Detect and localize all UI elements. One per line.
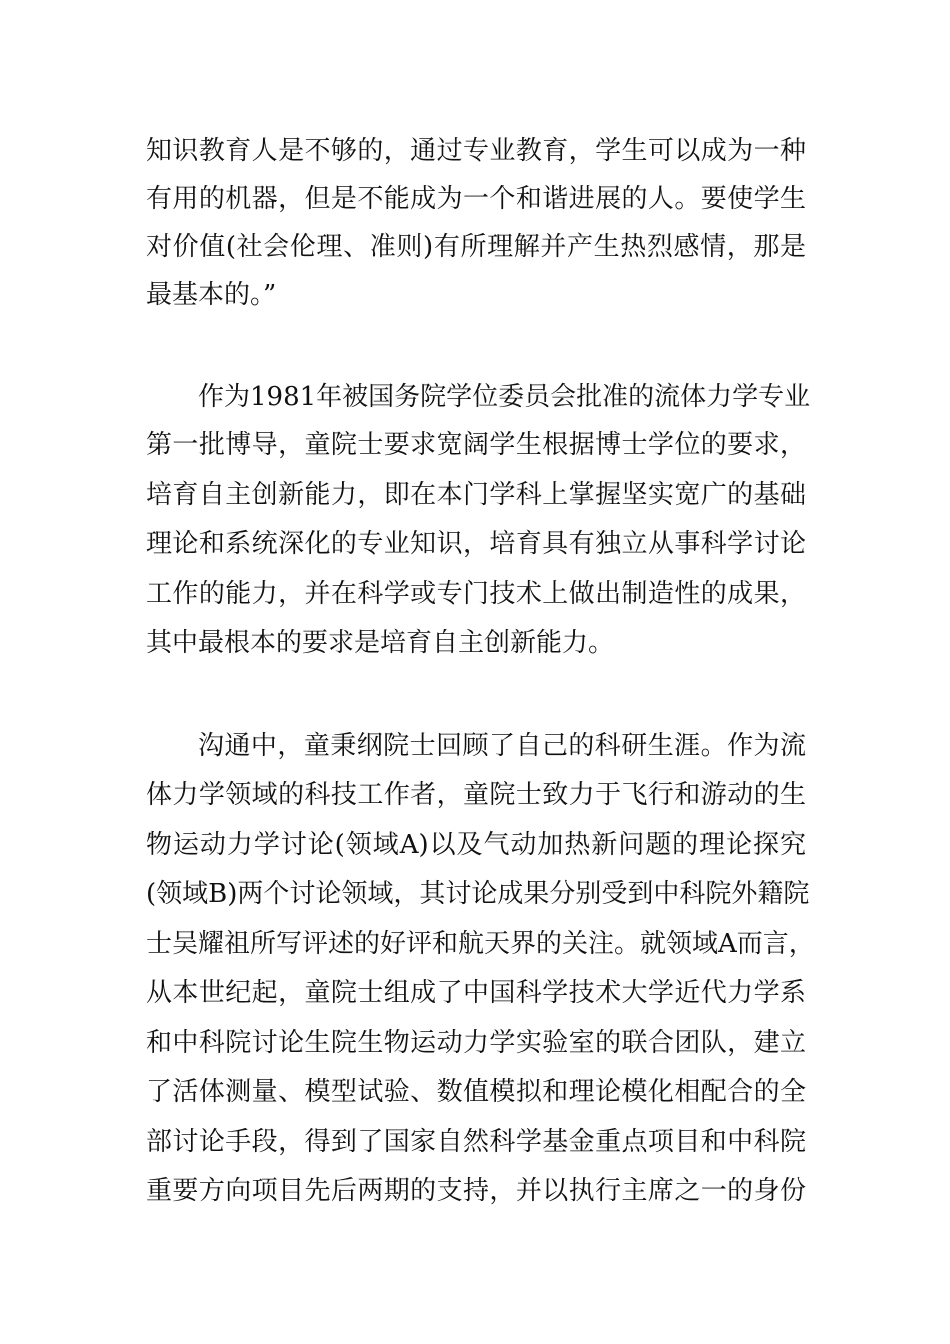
text-line: 其中最根本的要求是培育自主创新能力。 <box>146 628 615 658</box>
text-line: 部讨论手段，得到了国家自然科学基金重点项目和中科院 <box>146 1127 806 1157</box>
text-line: 工作的能力，并在科学或专门技术上做出制造性的成果， <box>146 579 806 609</box>
text-line: 体力学领域的科技工作者，童院士致力于飞行和游动的生 <box>146 780 806 810</box>
text-line: 培育自主创新能力，即在本门学科上掌握坚实宽广的基础 <box>146 480 806 510</box>
text-line: 有用的机器，但是不能成为一个和谐进展的人。要使学生 <box>146 184 806 214</box>
text-line: 了活体测量、模型试验、数值模拟和理论模化相配合的全 <box>146 1077 806 1107</box>
text-line: 作为1981年被国务院学位委员会批准的流体力学专业 <box>198 382 811 412</box>
text-line: 沟通中，童秉纲院士回顾了自己的科研生涯。作为流 <box>198 731 806 761</box>
text-line: 知识教育人是不够的，通过专业教育，学生可以成为一种 <box>146 136 806 166</box>
text-line: 最基本的。” <box>146 280 277 310</box>
text-line: 从本世纪起，童院士组成了中国科学技术大学近代力学系 <box>146 978 806 1008</box>
text-line: (领域B)两个讨论领域，其讨论成果分别受到中科院外籍院 <box>146 879 810 909</box>
text-line: 物运动力学讨论(领域A)以及气动加热新问题的理论探究 <box>146 830 806 860</box>
text-line: 第一批博导，童院士要求宽阔学生根据博士学位的要求， <box>146 430 806 460</box>
text-line: 重要方向项目先后两期的支持，并以执行主席之一的身份 <box>146 1176 806 1206</box>
text-line: 和中科院讨论生院生物运动力学实验室的联合团队，建立 <box>146 1028 806 1058</box>
text-line: 对价值(社会伦理、准则)有所理解并产生热烈感情，那是 <box>146 232 806 262</box>
text-line: 理论和系统深化的专业知识，培育具有独立从事科学讨论 <box>146 529 806 559</box>
text-line: 士吴耀祖所写评述的好评和航天界的关注。就领域A而言， <box>146 929 815 959</box>
